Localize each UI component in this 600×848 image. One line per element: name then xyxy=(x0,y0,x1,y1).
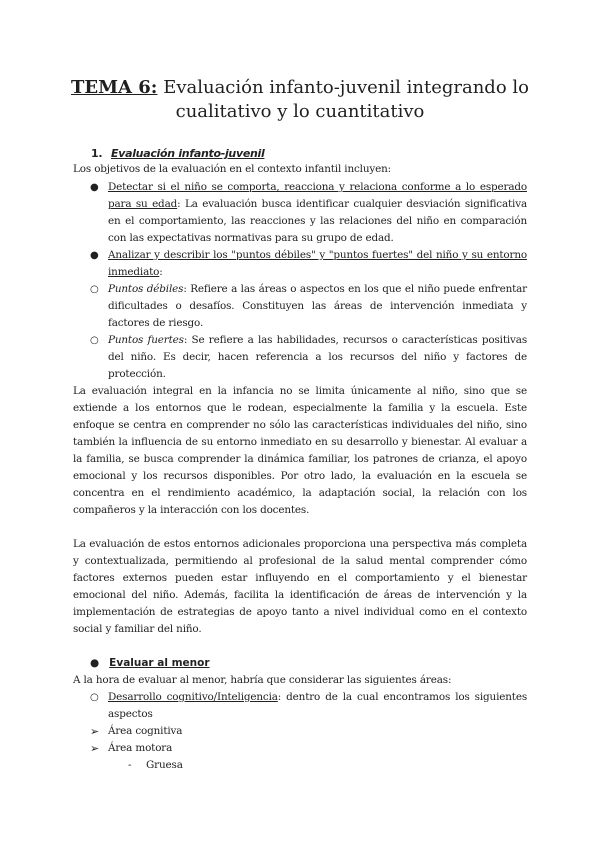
arrow-item-area-cognitiva: Área cognitiva xyxy=(108,725,183,737)
bullet-item-detectar xyxy=(108,179,527,247)
circle-bullet-icon: ○ xyxy=(90,284,99,295)
title-line-1: Evaluación infanto-juvenil integrando lo xyxy=(157,77,529,98)
arrow-bullet-icon: ➢ xyxy=(90,742,100,755)
bullet-icon: ● xyxy=(90,657,100,669)
paragraph-evaluacion-integral: La evaluación integral en la infancia no se limita únicamente al niño, sino que se extiende a los entornos que le rodean, especialmente la familia y la escuela. Este enfoque se centra en comprender no sólo las características individuales del niño, sino también la influencia de su entorno inmediato en su desarrollo y bienestar. Al evaluar a la familia, se busca comprender la dinámica familiar, los patrones de crianza, el apoyo emocional y los recursos disponibles. Por otro lado, la evaluación en la escuela se concentra en el rendimiento académico, la adaptación social, la relación con los compañeros y la interacción con los docentes. xyxy=(73,385,527,516)
title-line-2: cualitativo y lo cuantitativo xyxy=(175,101,425,122)
subitem-3-text: : dentro de la cual encontramos los siguientes aspectos xyxy=(108,691,527,720)
title-tema-label: TEMA 6: xyxy=(71,77,158,98)
dash-bullet-icon: - xyxy=(128,759,132,771)
dash-item-gruesa: Gruesa xyxy=(146,759,183,771)
paragraph-evaluacion-entornos: La evaluación de estos entornos adicionales proporciona una perspectiva más completa y contextualizada, permitiendo al profesional de la salud mental comprender cómo factores externos pueden estar influyendo en el comportamiento y el bienestar emocional del niño. Además, facilita la identificación de áreas de intervención y la implementación de estrategias de apoyo tanto a nivel individual como en el contexto social y familiar del niño. xyxy=(73,538,527,635)
section-1-intro: Los objetivos de la evaluación en el contexto infantil incluyen: xyxy=(73,163,392,175)
subitem-2-text: : Se refiere a las habilidades, recursos o características positivas del niño. Es decir, hacen referencia a los recursos del niño y factores de protección. xyxy=(108,334,528,380)
section-1-number: 1. xyxy=(91,147,103,160)
bullet-2-text: : xyxy=(159,266,163,278)
subitem-1-label: Puntos débiles xyxy=(108,283,184,295)
bullet-1-underlined: Detectar si el niño se comporta, reacciona y relaciona conforme a lo esperado para su edad xyxy=(108,181,527,210)
section-2-heading xyxy=(90,655,210,672)
section-1-heading xyxy=(91,147,264,160)
subitem-desarrollo-cognitivo xyxy=(108,689,527,723)
bullet-item-analizar xyxy=(108,247,527,281)
section-1-heading-text: Evaluación infanto-juvenil xyxy=(111,147,265,160)
circle-bullet-icon: ○ xyxy=(90,335,99,346)
arrow-bullet-icon: ➢ xyxy=(90,725,100,738)
arrow-item-area-motora: Área motora xyxy=(108,742,173,754)
subitem-1-text: : Refiere a las áreas o aspectos en los que el niño puede enfrentar dificultades o desafíos. Constituyen las áreas de intervención inmediata y factores de riesgo. xyxy=(108,283,527,329)
subitem-3-underlined: Desarrollo cognitivo/Inteligencia xyxy=(108,691,278,703)
subitem-2-label: Puntos fuertes xyxy=(108,334,184,346)
subitem-puntos-debiles xyxy=(108,281,527,332)
bullet-icon: ● xyxy=(90,182,99,193)
subitem-puntos-fuertes xyxy=(108,332,527,383)
bullet-2-underlined: Analizar y describir los "puntos débiles" y "puntos fuertes" del niño y su entorno inmediato xyxy=(108,249,527,278)
page-title xyxy=(60,76,540,124)
section-2-heading-text: Evaluar al menor xyxy=(109,657,210,669)
bullet-1-text: : La evaluación busca identificar cualquier desviación significativa en el comportamiento, las reacciones y las relaciones del niño en comparación con las expectativas normativas para su grupo de edad. xyxy=(108,198,527,244)
circle-bullet-icon: ○ xyxy=(90,692,99,703)
bullet-icon: ● xyxy=(90,250,99,261)
section-2-intro: A la hora de evaluar al menor, habría que considerar las siguientes áreas: xyxy=(73,674,452,686)
